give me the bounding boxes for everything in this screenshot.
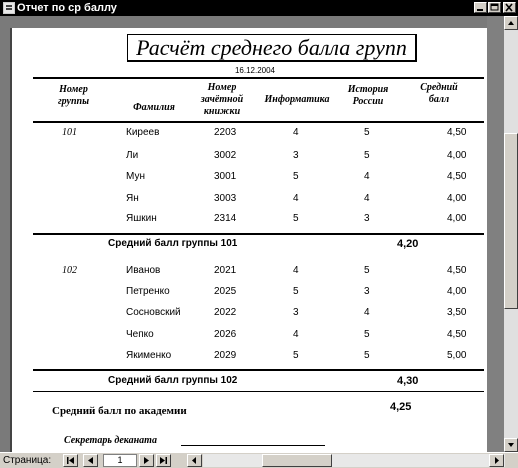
cell-history: 3	[364, 213, 370, 224]
header-history: История России	[347, 84, 389, 107]
cell-surname: Якименко	[126, 350, 172, 361]
title-bar	[0, 0, 518, 16]
group-number: 102	[62, 265, 77, 276]
horizontal-scrollbar[interactable]	[203, 454, 505, 467]
header-record: Номер зачётной книжки	[200, 82, 244, 117]
scroll-right-button[interactable]	[489, 454, 504, 467]
cell-history: 3	[364, 286, 370, 297]
arrow-right-icon	[490, 455, 503, 466]
secretary-label: Секретарь деканата	[64, 435, 157, 446]
page-label: Страница:	[3, 455, 52, 466]
group-summary-label: Средний балл группы 101	[108, 238, 238, 249]
cell-informatics: 4	[293, 127, 299, 138]
horizontal-scroll-thumb[interactable]	[262, 454, 332, 467]
cell-record: 2021	[214, 265, 237, 276]
cell-surname: Яшкин	[126, 213, 157, 224]
arrow-left-icon	[188, 455, 201, 466]
header-top-rule	[33, 77, 484, 79]
minimize-icon	[475, 3, 486, 12]
cell-surname: Ли	[126, 150, 139, 161]
next-page-icon	[140, 455, 153, 466]
cell-surname: Ян	[126, 193, 139, 204]
cell-informatics: 4	[293, 193, 299, 204]
previous-page-icon	[84, 455, 97, 466]
academy-rule	[33, 391, 484, 392]
cell-record: 2029	[214, 350, 237, 361]
previous-page-button[interactable]	[83, 454, 98, 467]
group-summary-value: 4,30	[397, 375, 419, 387]
cell-surname: Киреев	[126, 127, 160, 138]
cell-informatics: 5	[293, 286, 299, 297]
cell-record: 2025	[214, 286, 237, 297]
cell-average: 4,00	[447, 286, 467, 297]
scroll-down-button[interactable]	[504, 438, 518, 452]
group-summary-label: Средний балл группы 102	[108, 375, 238, 386]
top-margin	[10, 16, 487, 28]
cell-average: 4,00	[447, 213, 467, 224]
cell-informatics: 3	[293, 150, 299, 161]
cell-average: 4,00	[447, 193, 467, 204]
window-title: Отчет по ср баллу	[17, 2, 117, 14]
cell-record: 2022	[214, 307, 237, 318]
cell-record: 2203	[214, 127, 237, 138]
arrow-up-icon	[505, 17, 517, 29]
cell-average: 4,50	[447, 329, 467, 340]
cell-history: 4	[364, 193, 370, 204]
cell-informatics: 5	[293, 171, 299, 182]
close-icon	[504, 3, 515, 12]
header-surname: Фамилия	[133, 102, 175, 113]
cell-average: 4,50	[447, 171, 467, 182]
cell-surname: Чепко	[126, 329, 154, 340]
cell-informatics: 3	[293, 307, 299, 318]
cell-history: 5	[364, 127, 370, 138]
first-page-icon	[64, 455, 77, 466]
signature-line	[181, 445, 325, 446]
header-informatics: Информатика	[264, 94, 330, 105]
last-page-button[interactable]	[156, 454, 171, 467]
scroll-left-button[interactable]	[187, 454, 202, 467]
cell-record: 3002	[214, 150, 237, 161]
vertical-scroll-thumb[interactable]	[504, 133, 518, 309]
maximize-icon	[489, 3, 500, 12]
group-summary-value: 4,20	[397, 238, 419, 250]
cell-surname: Петренко	[126, 286, 170, 297]
report-title: Расчёт среднего балла групп	[127, 34, 417, 62]
report-icon	[3, 2, 15, 14]
cell-history: 5	[364, 329, 370, 340]
next-page-button[interactable]	[139, 454, 154, 467]
cell-average: 3,50	[447, 307, 467, 318]
academy-average-label: Средний балл по академии	[52, 405, 187, 417]
header-group: Номер группы	[57, 84, 90, 107]
header-bottom-rule	[33, 121, 484, 123]
last-page-icon	[157, 455, 170, 466]
cell-history: 5	[364, 350, 370, 361]
first-page-button[interactable]	[63, 454, 78, 467]
cell-average: 4,50	[447, 265, 467, 276]
cell-history: 4	[364, 171, 370, 182]
right-margin	[487, 16, 504, 452]
cell-informatics: 4	[293, 265, 299, 276]
cell-average: 4,50	[447, 127, 467, 138]
header-average: Средний балл	[420, 82, 458, 105]
arrow-down-icon	[505, 439, 517, 451]
cell-average: 4,00	[447, 150, 467, 161]
left-margin	[0, 16, 10, 452]
cell-average: 5,00	[447, 350, 467, 361]
report-date: 16.12.2004	[234, 66, 276, 75]
academy-average-value: 4,25	[390, 401, 412, 413]
cell-surname: Иванов	[126, 265, 161, 276]
page-number-input[interactable]: 1	[103, 454, 137, 467]
cell-informatics: 5	[293, 350, 299, 361]
group-summary-rule	[33, 233, 484, 235]
cell-surname: Сосновский	[126, 307, 181, 318]
cell-record: 3003	[214, 193, 237, 204]
cell-record: 3001	[214, 171, 237, 182]
cell-record: 2314	[214, 213, 237, 224]
scroll-up-button[interactable]	[504, 16, 518, 30]
group-number: 101	[62, 127, 77, 138]
cell-informatics: 5	[293, 213, 299, 224]
cell-history: 5	[364, 265, 370, 276]
group-summary-rule	[33, 369, 484, 371]
close-button[interactable]	[503, 2, 516, 13]
cell-informatics: 4	[293, 329, 299, 340]
maximize-button[interactable]	[488, 2, 501, 13]
cell-surname: Мун	[126, 171, 145, 182]
minimize-button[interactable]	[474, 2, 487, 13]
cell-history: 5	[364, 150, 370, 161]
cell-history: 4	[364, 307, 370, 318]
record-navigation-bar	[0, 452, 518, 468]
cell-record: 2026	[214, 329, 237, 340]
vertical-scrollbar[interactable]	[504, 16, 518, 452]
